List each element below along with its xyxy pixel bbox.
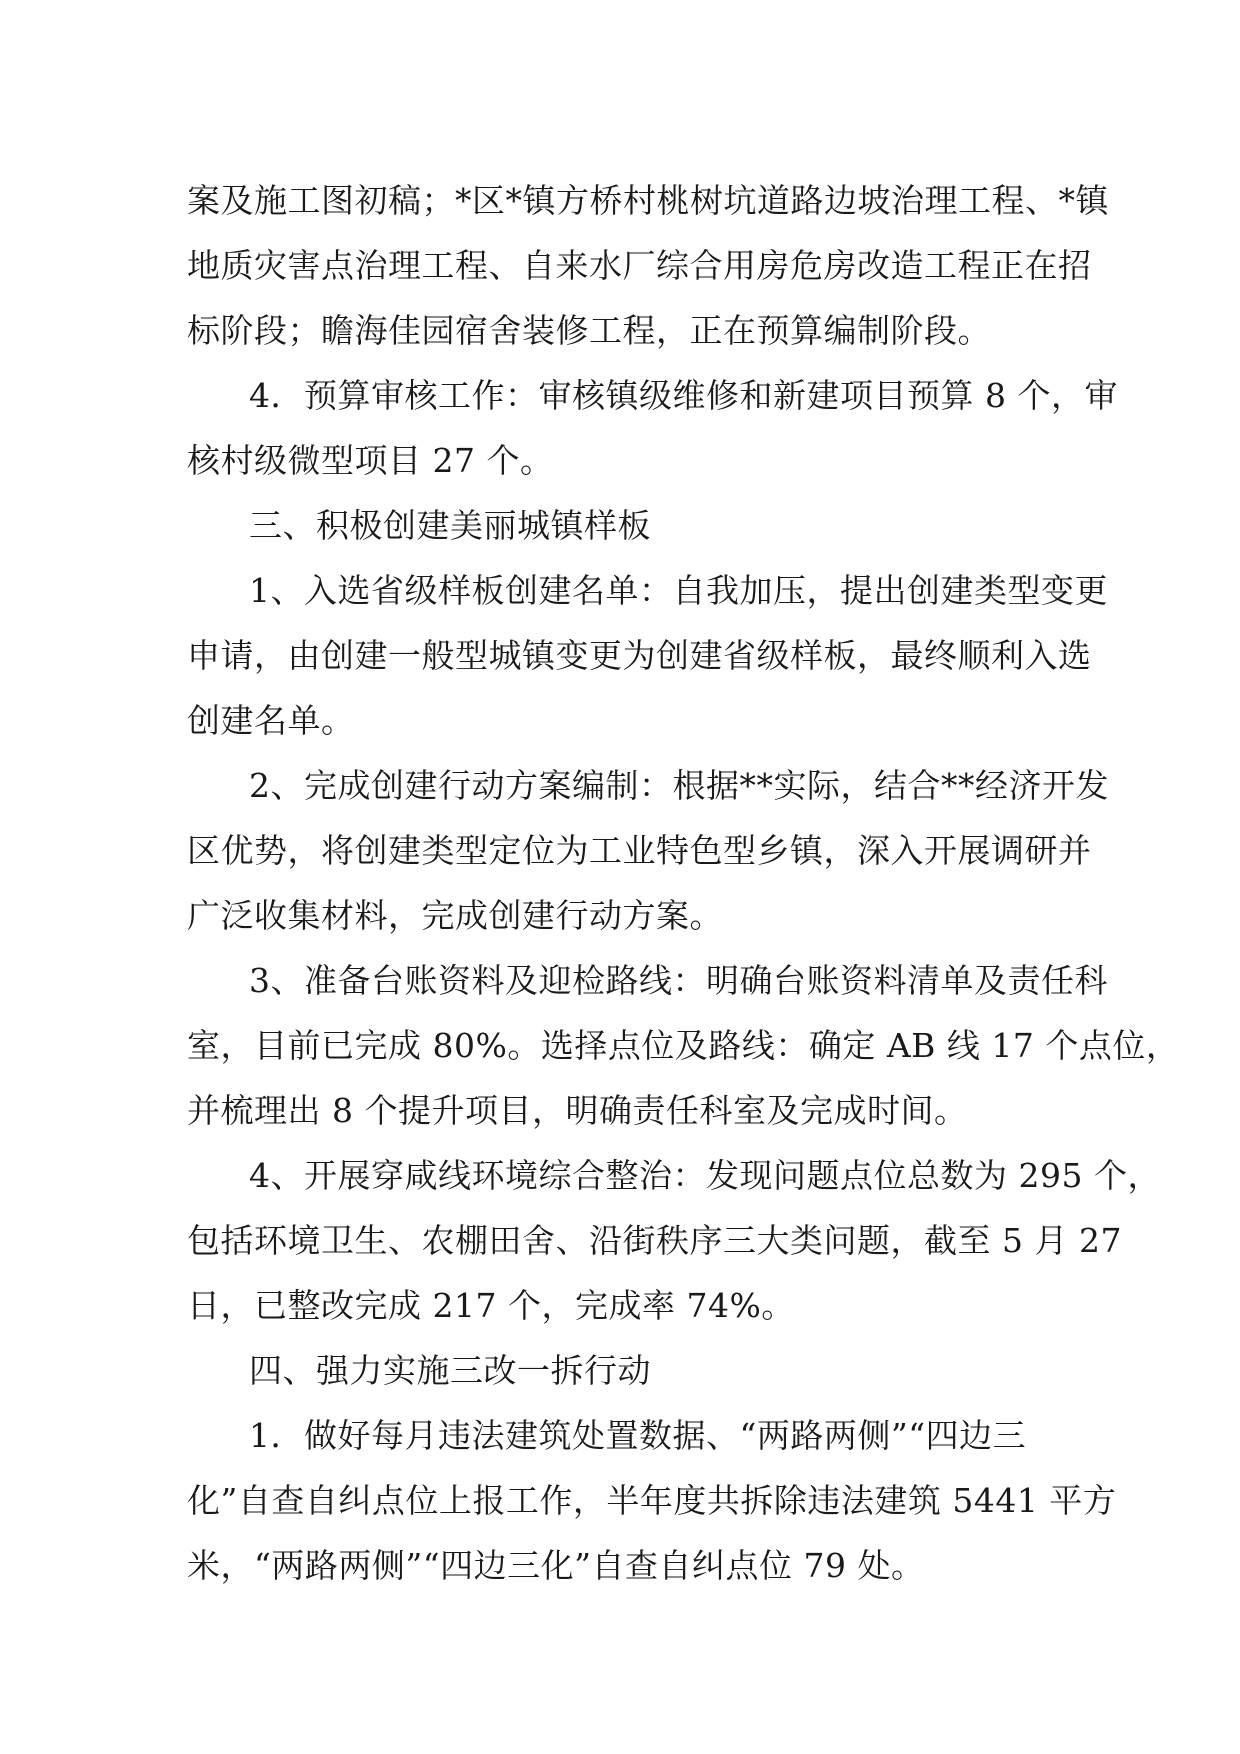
- paragraph-line: 室，目前已完成 80%。选择点位及路线：确定 AB 线 17 个点位，: [187, 1026, 1180, 1065]
- paragraph-line: 1．做好每月违法建筑处置数据、“两路两侧”“四边三: [249, 1416, 1027, 1455]
- paragraph-line: 创建名单。: [187, 701, 355, 740]
- paragraph-line: 1、入选省级样板创建名单：自我加压，提出创建类型变更: [249, 571, 1108, 610]
- paragraph-line: 日，已整改完成 217 个，完成率 74%。: [187, 1286, 795, 1325]
- paragraph-line: 并梳理出 8 个提升项目，明确责任科室及完成时间。: [187, 1091, 968, 1130]
- paragraph-line: 区优势，将创建类型定位为工业特色型乡镇，深入开展调研并: [187, 831, 1092, 870]
- document-body: [187, 168, 1180, 1598]
- paragraph-line: 米，“两路两侧”“四边三化”自查自纠点位 79 处。: [187, 1546, 925, 1585]
- paragraph-line: 3、准备台账资料及迎检路线：明确台账资料清单及责任科: [249, 961, 1108, 1000]
- paragraph-line: 核村级微型项目 27 个。: [187, 441, 554, 480]
- paragraph-line: 案及施工图初稿；*区*镇方桥村桃树坑道路边坡治理工程、*镇: [187, 181, 1109, 220]
- paragraph-line: 地质灾害点治理工程、自来水厂综合用房危房改造工程正在招: [187, 246, 1092, 285]
- paragraph-line: 申请，由创建一般型城镇变更为创建省级样板，最终顺利入选: [187, 636, 1092, 675]
- paragraph-line: 广泛收集材料，完成创建行动方案。: [187, 896, 723, 935]
- paragraph-line: 化”自查自纠点位上报工作，半年度共拆除违法建筑 5441 平方: [187, 1481, 1117, 1520]
- paragraph-line: 标阶段；瞻海佳园宿舍装修工程，正在预算编制阶段。: [187, 311, 991, 350]
- paragraph-line: 包括环境卫生、农棚田舍、沿街秩序三大类问题，截至 5 月 27: [187, 1221, 1122, 1260]
- paragraph-line: 4、开展穿咸线环境综合整治：发现问题点位总数为 295 个，: [249, 1156, 1161, 1195]
- section-heading: 四、强力实施三改一拆行动: [249, 1351, 651, 1390]
- paragraph-line: 2、完成创建行动方案编制：根据**实际，结合**经济开发: [249, 766, 1109, 805]
- paragraph-line: 4．预算审核工作：审核镇级维修和新建项目预算 8 个，审: [249, 376, 1118, 415]
- section-heading: 三、积极创建美丽城镇样板: [249, 506, 651, 545]
